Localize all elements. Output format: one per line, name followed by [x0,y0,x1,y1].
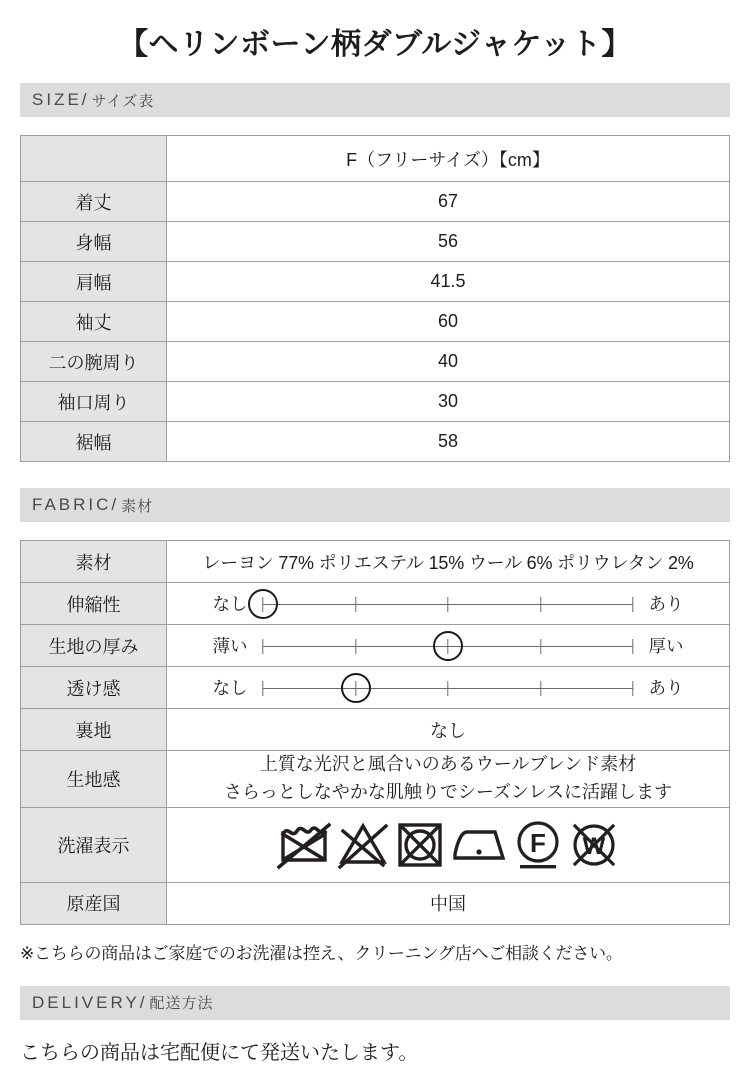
thickness-scale-left-label: 薄い [212,636,248,656]
do-not-wash-icon [277,819,331,871]
fabric-feel-value [167,751,730,808]
size-section-header [20,83,730,117]
table-row [21,667,730,709]
table-row [21,302,730,342]
size-row-label-4: 二の腕周り [21,342,167,382]
size-row-label-6: 裾幅 [21,422,167,462]
do-not-wetclean-icon [569,820,619,870]
size-table-column-header: F（フリーサイズ）【cm】 [167,136,730,182]
scale-tick [632,639,633,654]
fabric-origin-label: 原産国 [21,882,167,924]
page-title: 【ヘリンボーン柄ダブルジャケット】 [118,28,632,61]
size-row-value-1: 56 [167,222,730,262]
fabric-care-value [167,807,730,882]
table-row [21,182,730,222]
care-note: ※こちらの商品はご家庭でのお洗濯は控え、クリーニング店へご相談ください。 [20,943,623,963]
fabric-feel-line-2: さらっとしなやかな肌触りでシーズンレスに活躍します [223,781,673,802]
fabric-care-label: 洗濯表示 [21,807,167,882]
scale-tick [355,597,356,612]
fabric-section-header-latin: FABRIC/ [32,495,120,514]
size-row-label-5: 袖口周り [21,382,167,422]
size-row-label-1: 身幅 [21,222,167,262]
table-row [21,222,730,262]
delivery-section-header-jp: 配送方法 [149,995,214,1013]
scale-tick [540,597,541,612]
scale-tick [540,681,541,696]
size-section-header-jp: サイズ表 [91,92,155,110]
fabric-stretch-value [167,583,730,625]
size-row-label-2: 肩幅 [21,262,167,302]
fabric-origin-value: 中国 [167,882,730,924]
fabric-lining-label: 裏地 [21,709,167,751]
svg-text:F: F [530,827,546,858]
fabric-material-label: 素材 [21,541,167,583]
do-not-tumble-dry-icon [395,820,445,870]
fabric-section-header [20,488,730,522]
sheerness-scale-left-label: なし [212,678,248,698]
fabric-lining-value: なし [167,709,730,751]
size-row-value-6: 58 [167,422,730,462]
size-table [20,135,730,462]
sheerness-scale-right-label: あり [648,678,684,698]
table-row [21,709,730,751]
scale-tick [262,639,263,654]
table-row [21,583,730,625]
table-row [21,625,730,667]
size-row-value-0: 67 [167,182,730,222]
care-symbol-list [167,808,729,882]
delivery-section-header [20,986,730,1020]
table-row-header [21,136,730,182]
dryclean-f-icon [513,819,563,871]
stretch-scale-right-label: あり [648,594,684,614]
fabric-sheerness-label: 透け感 [21,667,167,709]
thickness-scale [167,625,729,666]
scale-tick [355,639,356,654]
thickness-scale-track [263,631,633,661]
fabric-table [20,540,730,925]
size-table-corner-cell [21,136,167,182]
table-row [21,541,730,583]
stretch-scale-left-label: なし [212,594,248,614]
delivery-text: こちらの商品は宅配便にて発送いたします。 [20,1041,419,1064]
fabric-material-value: レーヨン 77% ポリエステル 15% ウール 6% ポリウレタン 2% [167,541,730,583]
size-row-value-2: 41.5 [167,262,730,302]
fabric-thickness-label: 生地の厚み [21,625,167,667]
sheerness-scale-track [263,673,633,703]
scale-tick [632,597,633,612]
table-row [21,807,730,882]
scale-marker [248,589,278,619]
size-row-value-3: 60 [167,302,730,342]
size-row-label-0: 着丈 [21,182,167,222]
sheerness-scale [167,667,729,708]
table-row [21,382,730,422]
fabric-feel-line-1: 上質な光沢と風合いのあるウールブレンド素材 [259,754,637,774]
table-row [21,262,730,302]
fabric-stretch-label: 伸縮性 [21,583,167,625]
fabric-section-header-jp: 素材 [121,497,154,515]
do-not-bleach-icon [337,819,389,871]
svg-text:W: W [582,832,606,860]
scale-tick [540,639,541,654]
scale-marker [341,673,371,703]
size-row-value-4: 40 [167,342,730,382]
table-row [21,342,730,382]
scale-tick [632,681,633,696]
table-row [21,751,730,808]
size-section-header-latin: SIZE/ [32,90,90,109]
delivery-section-header-latin: DELIVERY/ [32,992,148,1012]
fabric-feel-label: 生地感 [21,751,167,808]
iron-low-heat-icon [451,822,507,868]
scale-marker [433,631,463,661]
stretch-scale-track [263,589,633,619]
fabric-thickness-value [167,625,730,667]
fabric-sheerness-value [167,667,730,709]
scale-tick [447,681,448,696]
scale-tick [262,681,263,696]
table-row [21,422,730,462]
table-row [21,882,730,924]
size-row-label-3: 袖丈 [21,302,167,342]
thickness-scale-right-label: 厚い [648,636,684,656]
stretch-scale [167,583,729,624]
size-row-value-5: 30 [167,382,730,422]
scale-tick [447,597,448,612]
